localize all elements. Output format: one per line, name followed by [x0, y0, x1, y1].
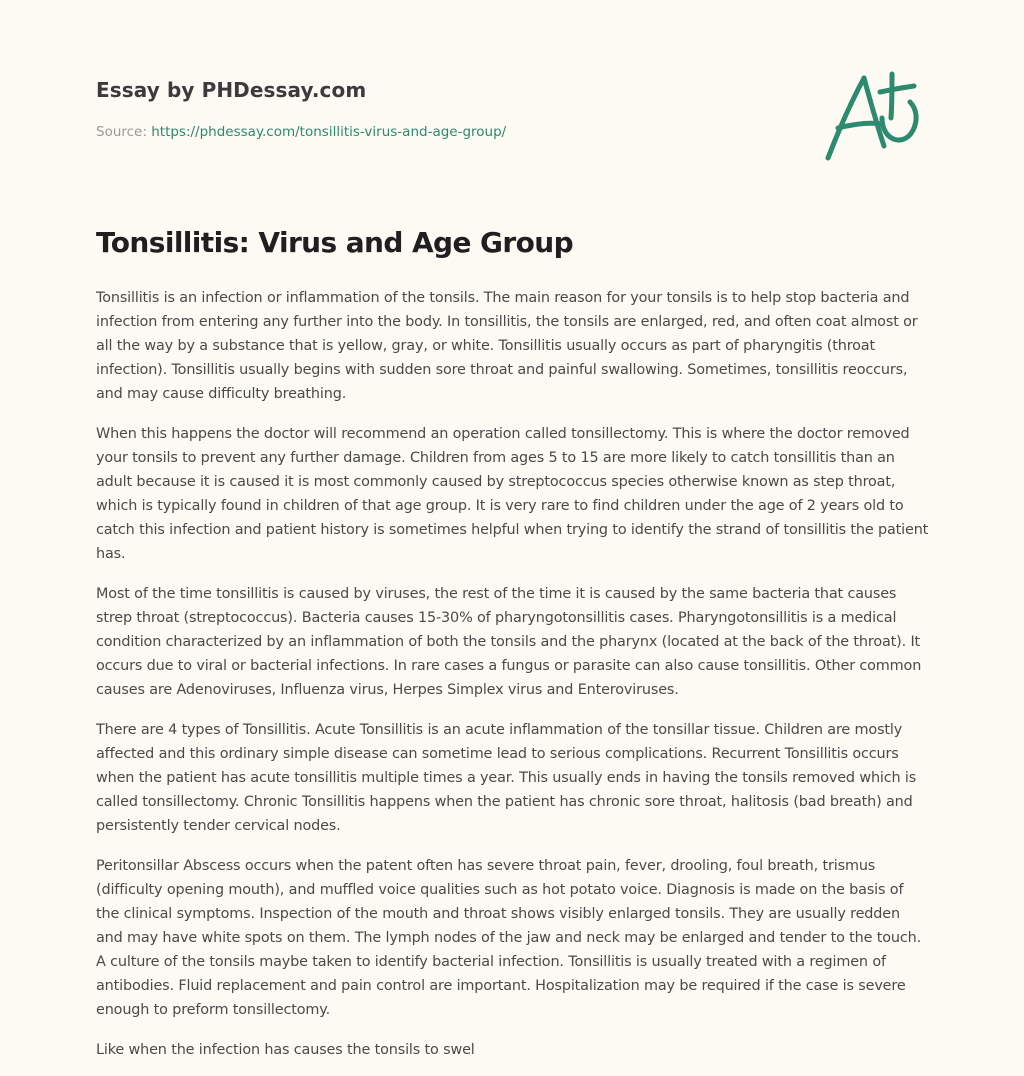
source-label: Source:	[96, 124, 152, 140]
essay-paragraph: Most of the time tonsillitis is caused by viruses, the rest of the time it is caused by the same bacteria that causes strep throat (streptococcus). Bacteria causes 15-30% of pharyngotonsillitis cases. Pharyngotonsillitis is a medical condition characterized by an inflammation of both the tonsils and the pharynx (located at the back of the throat). It occurs due to viral or bacterial infections. In rare cases a fungus or parasite can also cause tonsillitis. Other common causes are Adenoviruses, Influenza virus, Herpes Simplex virus and Enteroviruses.	[96, 586, 922, 698]
essay-paragraph: There are 4 types of Tonsillitis. Acute Tonsillitis is an acute inflammation of the tonsillar tissue. Children are mostly affected and this ordinary simple disease can sometime lead to serious complications. Recurrent Tonsillitis occurs when the patient has acute tonsillitis multiple times a year. This usually ends in having the tonsils removed which is called tonsillectomy. Chronic Tonsillitis happens when the patient has chronic sore throat, halitosis (bad breath) and persistently tender cervical nodes.	[96, 722, 917, 834]
essay-paragraph: Tonsillitis is an infection or inflammation of the tonsils. The main reason for your tonsils is to help stop bacteria and infection from entering any further into the body. In tonsillitis, the tonsils are enlarged, red, and often coat almost or all the way by a substance that is yellow, gray, or white. Tonsillitis usually occurs as part of pharyngitis (throat infection). Tonsillitis usually begins with sudden sore throat and painful swallowing. Sometimes, tonsillitis reoccurs, and may cause difficulty breathing.	[96, 290, 918, 402]
a-plus-logo-icon	[824, 66, 928, 166]
essay-title: Tonsillitis: Virus and Age Group	[96, 226, 574, 259]
essay-paragraph-truncated: Like when the infection has causes the tonsils to swel	[96, 1042, 475, 1058]
brand-title: Essay by PHDessay.com	[96, 78, 367, 102]
essay-paragraph: Peritonsillar Abscess occurs when the patent often has severe throat pain, fever, drooling, foul breath, trismus (difficulty opening mouth), and muffled voice qualities such as hot potato voice. Diagnosis is made on the basis of the clinical symptoms. Inspection of the mouth and throat shows visibly enlarged tonsils. They are usually redden and may have white spots on them. The lymph nodes of the jaw and neck may be enlarged and tender to the touch. A culture of the tonsils maybe taken to identify bacterial infection. Tonsillitis is usually treated with a regimen of antibodies. Fluid replacement and pain control are important. Hospitalization may be required if the case is severe enough to preform tonsillectomy.	[96, 858, 922, 1018]
source-line	[96, 124, 506, 140]
essay-paragraph: When this happens the doctor will recommend an operation called tonsillectomy. This is where the doctor removed your tonsils to prevent any further damage. Children from ages 5 to 15 are more likely to catch tonsillitis than an adult because it is caused it is most commonly caused by streptococcus species otherwise known as step throat, which is typically found in children of that age group. It is very rare to find children under the age of 2 years old to catch this infection and patient history is sometimes helpful when trying to identify the strand of tonsillitis the patient has.	[96, 426, 929, 562]
source-link[interactable]: https://phdessay.com/tonsillitis-virus-and-age-group/	[151, 124, 507, 140]
essay-body	[96, 286, 930, 1076]
